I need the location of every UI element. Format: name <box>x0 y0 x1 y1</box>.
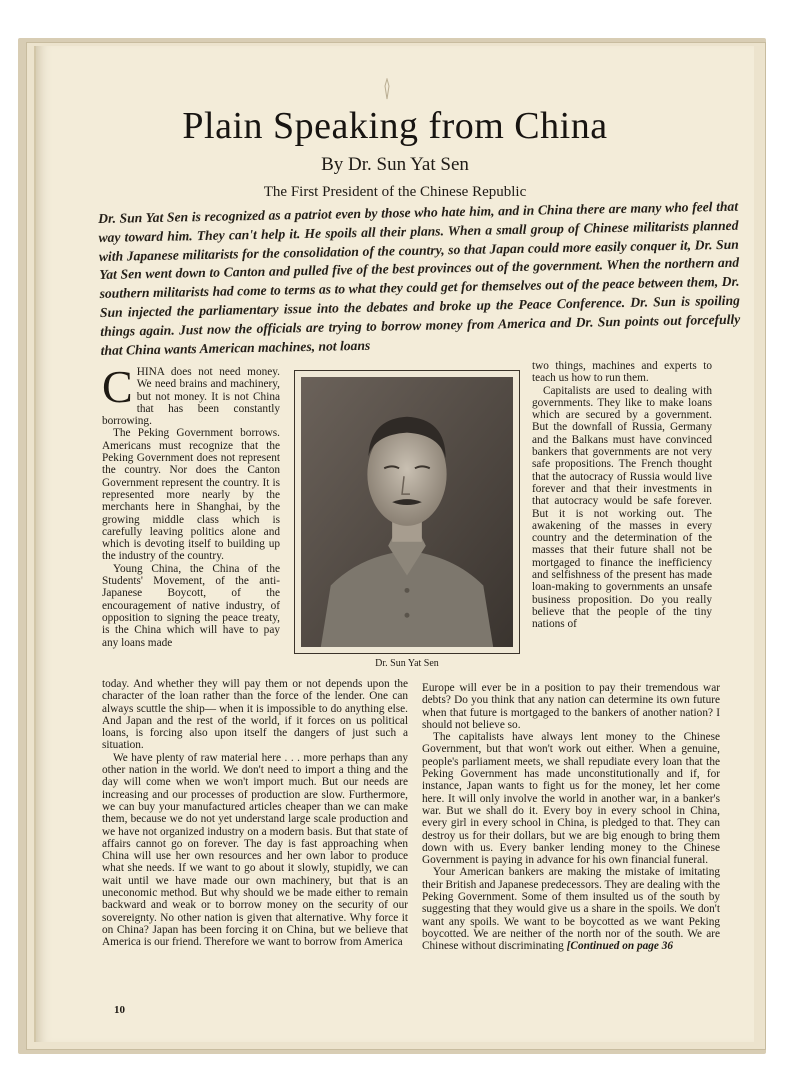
right-column <box>532 360 712 631</box>
article-byline: By Dr. Sun Yat Sen <box>321 154 469 175</box>
article-title: Plain Speaking from China <box>182 105 608 147</box>
article-subtitle: The First President of the Chinese Republic <box>263 184 527 200</box>
drop-cap: C <box>102 361 133 412</box>
page-number: 10 <box>114 1004 125 1016</box>
bottom-left-paragraph: today. And whether they will pay them or not depends upon the character of the loan rather than the force of the lender. One can always scuttle the ship— when it is impossible to do anything else. And Japan and the rest of the world, if it forces on us political loans, is forcing also upon itself the dangers of just such a situation. <box>102 678 408 752</box>
photo-caption: Dr. Sun Yat Sen <box>375 658 439 669</box>
portrait-image <box>301 377 513 647</box>
bottom-left-paragraph: We have plenty of raw material here . . . more perhaps than any other nation in the world. We don't need to import a thing and the day will come when we won't import much. But our needs are increasing and our processes of production are slow. Furthermore, we can buy your manufactured articles cheaper than we can make them, because we do not yet understand large scale production and we have not organized industry on a modern basis. But that state of affairs cannot go on forever. The day is fast approaching when China will use her own resources and her own labor to produce what she needs. If we want to go about it slowly, stupidly, we can wait until we have made our own machinery, but that is an uneconomic method. But why should we be made either to remain backward and weak or to borrow money on the security of our sovereignty. No other nation is given that alternative. Why force it on China? Japan has been forcing it on China, but we believe that America is our friend. Therefore we want to borrow from America <box>102 751 408 949</box>
left-paragraph: Young China, the China of the Students' Movement, of the anti-Japanese Boycott, of the encouragement of native industry, of opposition to signing the peace treaty, is the China which will have to pay any loans made <box>102 562 280 649</box>
left-paragraph-text: HINA does not need money. We need brains and machinery, but not money. It is not China that has been constantly borrowing. <box>102 366 280 428</box>
continued-note: [Continued on page 36 <box>566 940 674 953</box>
left-column <box>102 361 280 649</box>
page-ornament-icon <box>380 78 394 100</box>
bottom-right-paragraph <box>422 866 720 952</box>
bottom-right-paragraph: The capitalists have always lent money to the Chinese Government, but that won't work out either. When a genuine, people's parliament meets, we shall repudiate every loan that the Peking Government has made unconstitutionally and if, for instance, Japan wants to fight us for the money, let her come here. It will only involve the world in another war, in a banker's war. But we shall do it. Every boy in every school in China, every girl in every school in China, is pledged to that. They can destroy us for their dollars, but we are big enough to bring them down with us. Every banker lending money to the Chinese Government is paying in advance for his own financial funeral. <box>422 731 720 867</box>
portrait-photo <box>294 370 520 654</box>
bottom-right-paragraph: Europe will ever be in a position to pay their tremendous war debts? Do you think that any nation can determine its own future when that future is mortgaged to the bankers of another nation? I should not believe so. <box>422 682 720 731</box>
right-paragraph: two things, machines and experts to teach us how to run them. <box>532 360 712 385</box>
left-paragraph: The Peking Government borrows. Americans must recognize that the Peking Government does not represent the country. Nor does the Canton Government represent the country. It is represented more nearly by the merchants here in Shanghai, by the growing middle class which is carefully leaving politics alone and which is devoting itself to building up the industry of the country. <box>102 427 280 563</box>
bottom-right-column <box>422 682 720 953</box>
magazine-page <box>34 46 754 1042</box>
bottom-right-paragraph-text: Your American bankers are making the mistake of imitating their British and Japanese predecessors. They are dealing with the Peking Government. Some of them insulted us of the south by suggesting that they would give us a share in the spoils. We don't want any spoils. We want to be boycotted as we want Peking boycotted. We are neither of the north nor of the south. We are Chinese without discriminating <box>422 866 720 953</box>
article-intro: Dr. Sun Yat Sen is recognized as a patriot even by those who hate him, and in China there are many who feel that way toward him. They can't help it. He spoils all their plans. When a small group of Chinese militarists planned with Japanese militarists for the consolidation of the country, so that Japan could more easily conquer it, Dr. Sun Yat Sen went down to Canton and pulled five of the best provinces out of the government. When the northern and southern militarists had come to terms as to what they could get for themselves out of the peace between them, Dr. Sun injected the parliamentary issue into the debates and broke up the Peace Conference. Dr. Sun is spoiling things again. Just now the officials are trying to borrow money from America and Dr. Sun points out forcefully that China wants American machines, not loans <box>98 198 741 358</box>
bottom-left-column <box>102 678 408 949</box>
left-paragraph <box>102 361 280 428</box>
right-paragraph: Capitalists are used to dealing with governments. They like to make loans which are secured by a government. But the downfall of Russia, Germany and the Balkans must have convinced bankers that governments are not very safe propositions. The French thought that the autocracy of Russia would live forever and that their investments in that autocracy would be safe forever. But it is not working out. The awakening of the masses in every country and the determination of the masses that their future shall not be mortgaged to finance the inefficiency and selfishness of the present has made loan-making to governments an unsafe business proposition. Do you really believe that the people of the tiny nations of <box>532 384 712 631</box>
